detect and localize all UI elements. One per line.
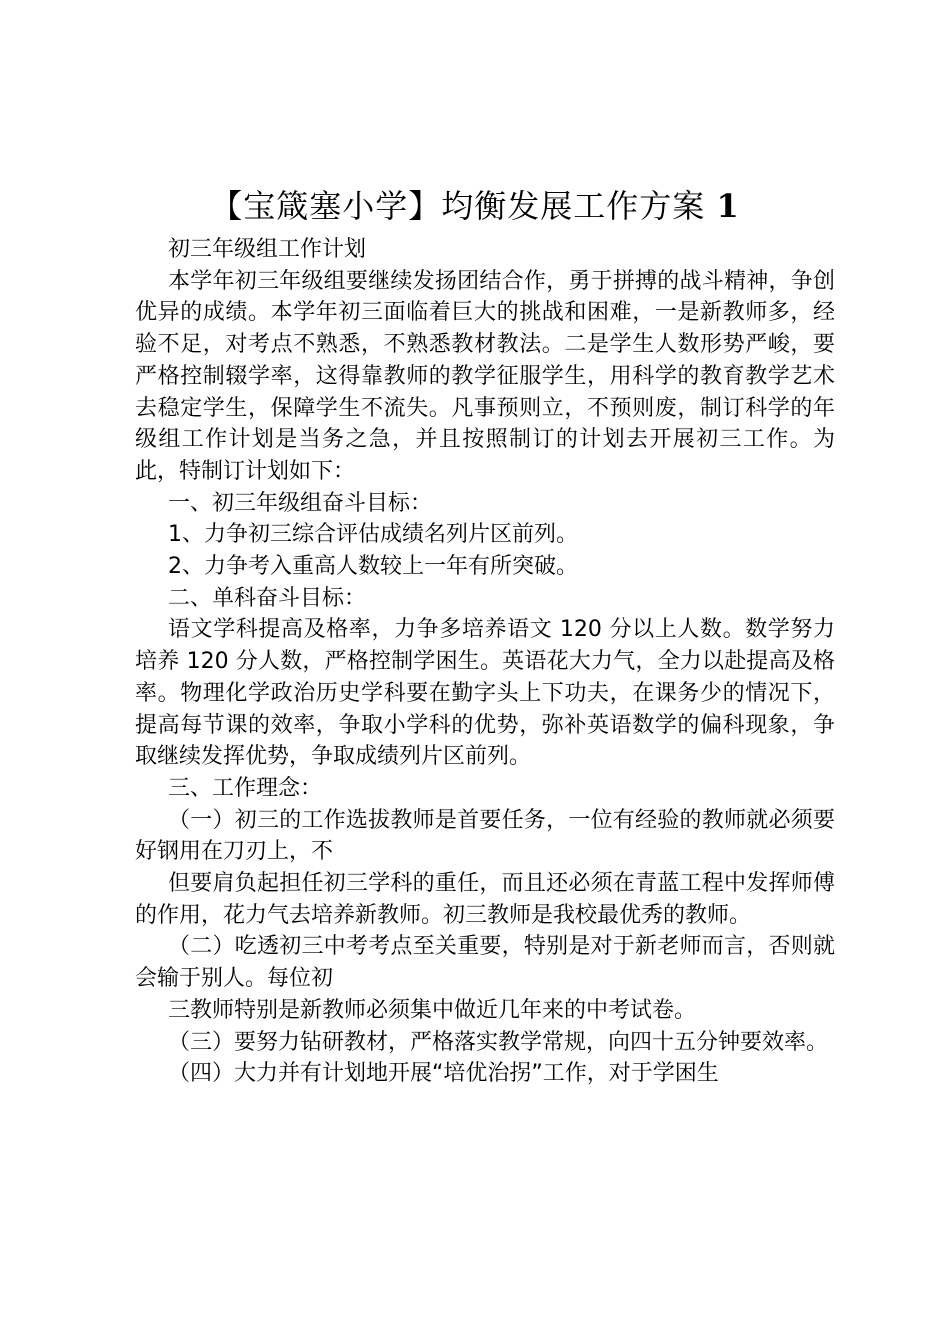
document-body xyxy=(135,234,835,1090)
paragraph-goal-1: 1、力争初三综合评估成绩名列片区前列。 xyxy=(168,522,578,548)
paragraph-idea-2: （二）吃透初三中考考点至关重要，特别是对于新老师而言，否则就会输于别人。每位初 xyxy=(135,934,835,992)
paragraph-heading-plan: 初三年级组工作计划 xyxy=(168,237,367,262)
paragraph-idea-3: （三）要努力钻研教材，严格落实教学常规，向四十五分钟要效率。 xyxy=(168,1029,829,1055)
title-main-text: 【宝箴塞小学】均衡发展工作方案 xyxy=(210,187,706,225)
document-title xyxy=(0,182,950,230)
paragraph-goal-2: 2、力争考入重高人数较上一年有所突破。 xyxy=(168,554,578,580)
paragraph-section-1-heading: 一、初三年级组奋斗目标： xyxy=(168,490,433,516)
paragraph-intro: 本学年初三年级组要继续发扬团结合作，勇于拼搏的战斗精神，争创优异的成绩。本学年初三面临着巨大的挑战和困难，一是新教师多，经验不足，对考点不熟悉，不熟悉教材教法。二是学生人数形势严峻，要严格控制辍学率，这得靠教师的教学征服学生，用科学的教育教学艺术去稳定学生，保障学生不流失。凡事预则立，不预则废，制订科学的年级组工作计划是当务之急，并且按照制订的计划去开展初三工作。为此，特制订计划如下： xyxy=(135,268,835,484)
paragraph-idea-1: （一）初三的工作选拔教师是首要任务，一位有经验的教师就必须要好钢用在刀刃上，不 xyxy=(135,807,835,865)
paragraph-idea-2-cont: 三教师特别是新教师必须集中做近几年来的中考试卷。 xyxy=(168,997,697,1023)
title-number: 1 xyxy=(716,187,740,225)
paragraph-idea-4: （四）大力并有计划地开展“培优治拐”工作，对于学困生 xyxy=(168,1061,719,1087)
paragraph-section-3-heading: 三、工作理念： xyxy=(168,775,323,801)
paragraph-section-2-heading: 二、单科奋斗目标： xyxy=(168,585,367,611)
paragraph-idea-1-cont: 但要肩负起担任初三学科的重任，而且还必须在青蓝工程中发挥师傅的作用，花力气去培养新教师。初三教师是我校最优秀的教师。 xyxy=(135,871,835,928)
paragraph-subject-goals: 语文学科提高及格率，力争多培养语文 120 分以上人数。数学努力培养 120 分人数，严格控制学困生。英语花大力气，全力以赴提高及格率。物理化学政治历史学科要在勤字头上下功夫，在课务少的情况下，提高每节课的效率，争取小学科的优势，弥补英语数学的偏科现象，争取继续发挥优势，争取成绩列片区前列。 xyxy=(135,617,835,770)
